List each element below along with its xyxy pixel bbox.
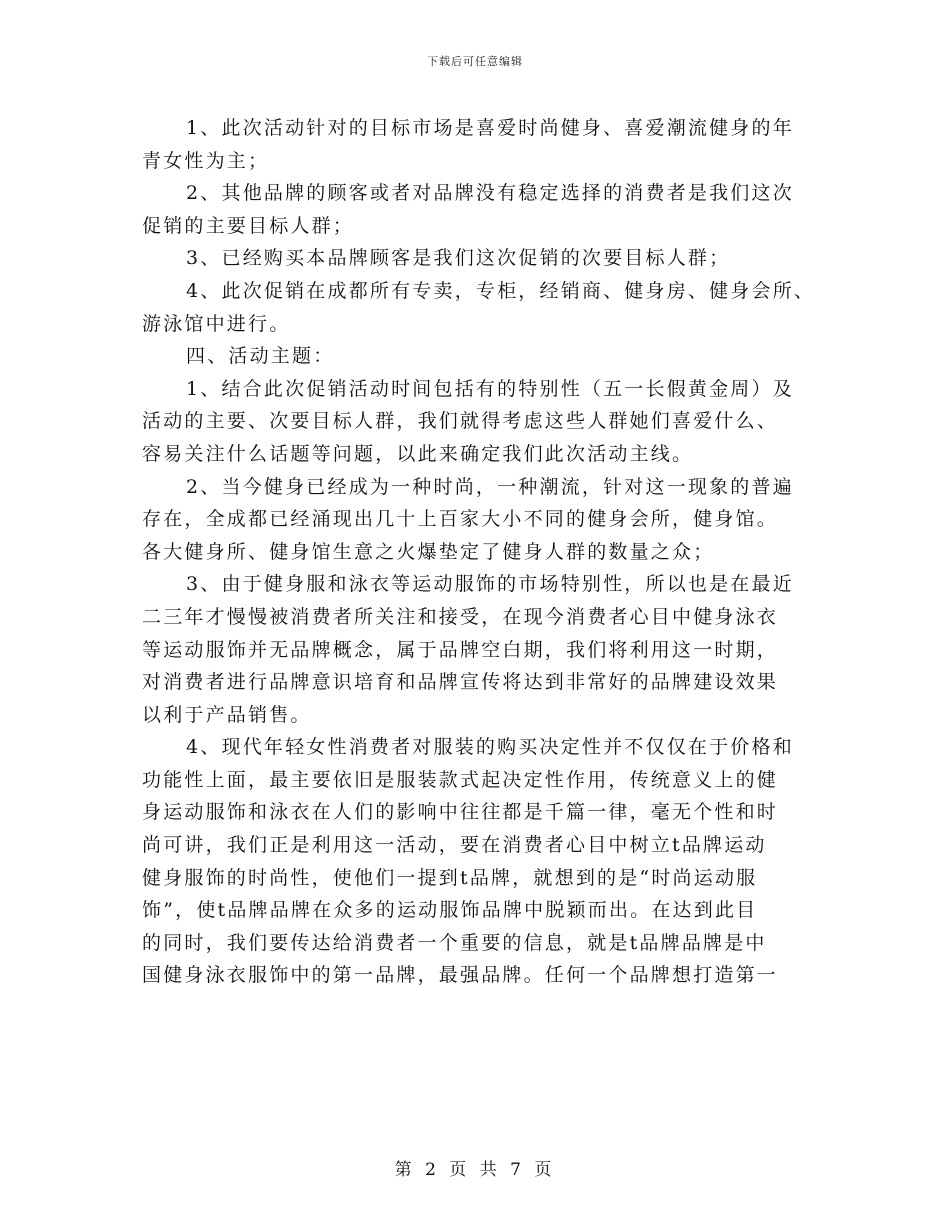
paragraph-line: 3、已经购买本品牌顾客是我们这次促销的次要目标人群； [186,247,731,270]
paragraph-line: 3、由于健身服和泳衣等运动服饰的市场特别性，所以也是在最近 [186,573,794,596]
paragraph-line: 对消费者进行品牌意识培育和品牌宣传将达到非常好的品牌建设效果 [142,671,779,694]
paragraph-line: 身运动服饰和泳衣在人们的影响中往往都是千篇一律，毫无个性和时 [142,801,779,824]
paragraph-line: 尚可讲，我们正是利用这一活动，要在消费者心目中树立t品牌运动 [142,834,767,857]
section-heading: 四、活动主题： [186,345,335,368]
paragraph-line: 国健身泳衣服饰中的第一品牌，最强品牌。任何一个品牌想打造第一 [142,964,779,987]
page-header: 下载后可任意编辑 [427,55,523,68]
paragraph-line: 4、此次促销在成都所有专卖，专柜，经销商、健身房、健身会所、 [186,279,816,302]
paragraph-line: 的同时，我们要传达给消费者一个重要的信息，就是t品牌品牌是中 [142,931,767,954]
paragraph-line: 促销的主要目标人群； [142,214,355,237]
paragraph-line: 2、其他品牌的顾客或者对品牌没有稳定选择的消费者是我们这次 [186,182,794,205]
paragraph-line: 饰”，使t品牌品牌在众多的运动服饰品牌中脱颖而出。在达到此目 [142,899,758,922]
paragraph-line: 功能性上面，最主要依旧是服装款式起决定性作用，传统意义上的健 [142,768,779,791]
paragraph-line: 青女性为主； [142,149,270,172]
paragraph-line: 2、当今健身已经成为一种时尚，一种潮流，针对这一现象的普遍 [186,475,794,498]
paragraph-line: 各大健身所、健身馆生意之火爆垫定了健身人群的数量之众； [142,540,715,563]
paragraph-line: 二三年才慢慢被消费者所关注和接受，在现今消费者心目中健身泳衣 [142,605,779,628]
page-number-footer: 第 2 页 共 7 页 [394,1160,556,1180]
paragraph-line: 活动的主要、次要目标人群，我们就得考虑这些人群她们喜爱什么、 [142,410,779,433]
paragraph-line: 存在，全成都已经涌现出几十上百家大小不同的健身会所，健身馆。 [142,508,779,531]
paragraph-line: 以利于产品销售。 [142,703,312,726]
paragraph-line: 1、结合此次促销活动时间包括有的特别性（五一长假黄金周）及 [186,377,794,400]
paragraph-line: 等运动服饰并无品牌概念，属于品牌空白期，我们将利用这一时期， [142,638,779,661]
paragraph-line: 容易关注什么话题等问题，以此来确定我们此次活动主线。 [142,442,694,465]
paragraph-line: 游泳馆中进行。 [142,312,291,335]
paragraph-line: 4、现代年轻女性消费者对服装的购买决定性并不仅仅在于价格和 [186,736,794,759]
paragraph-line: 1、此次活动针对的目标市场是喜爱时尚健身、喜爱潮流健身的年 [186,117,794,139]
paragraph-line: 健身服饰的时尚性，使他们一提到t品牌，就想到的是“时尚运动服 [142,866,758,889]
document-body [142,112,822,992]
